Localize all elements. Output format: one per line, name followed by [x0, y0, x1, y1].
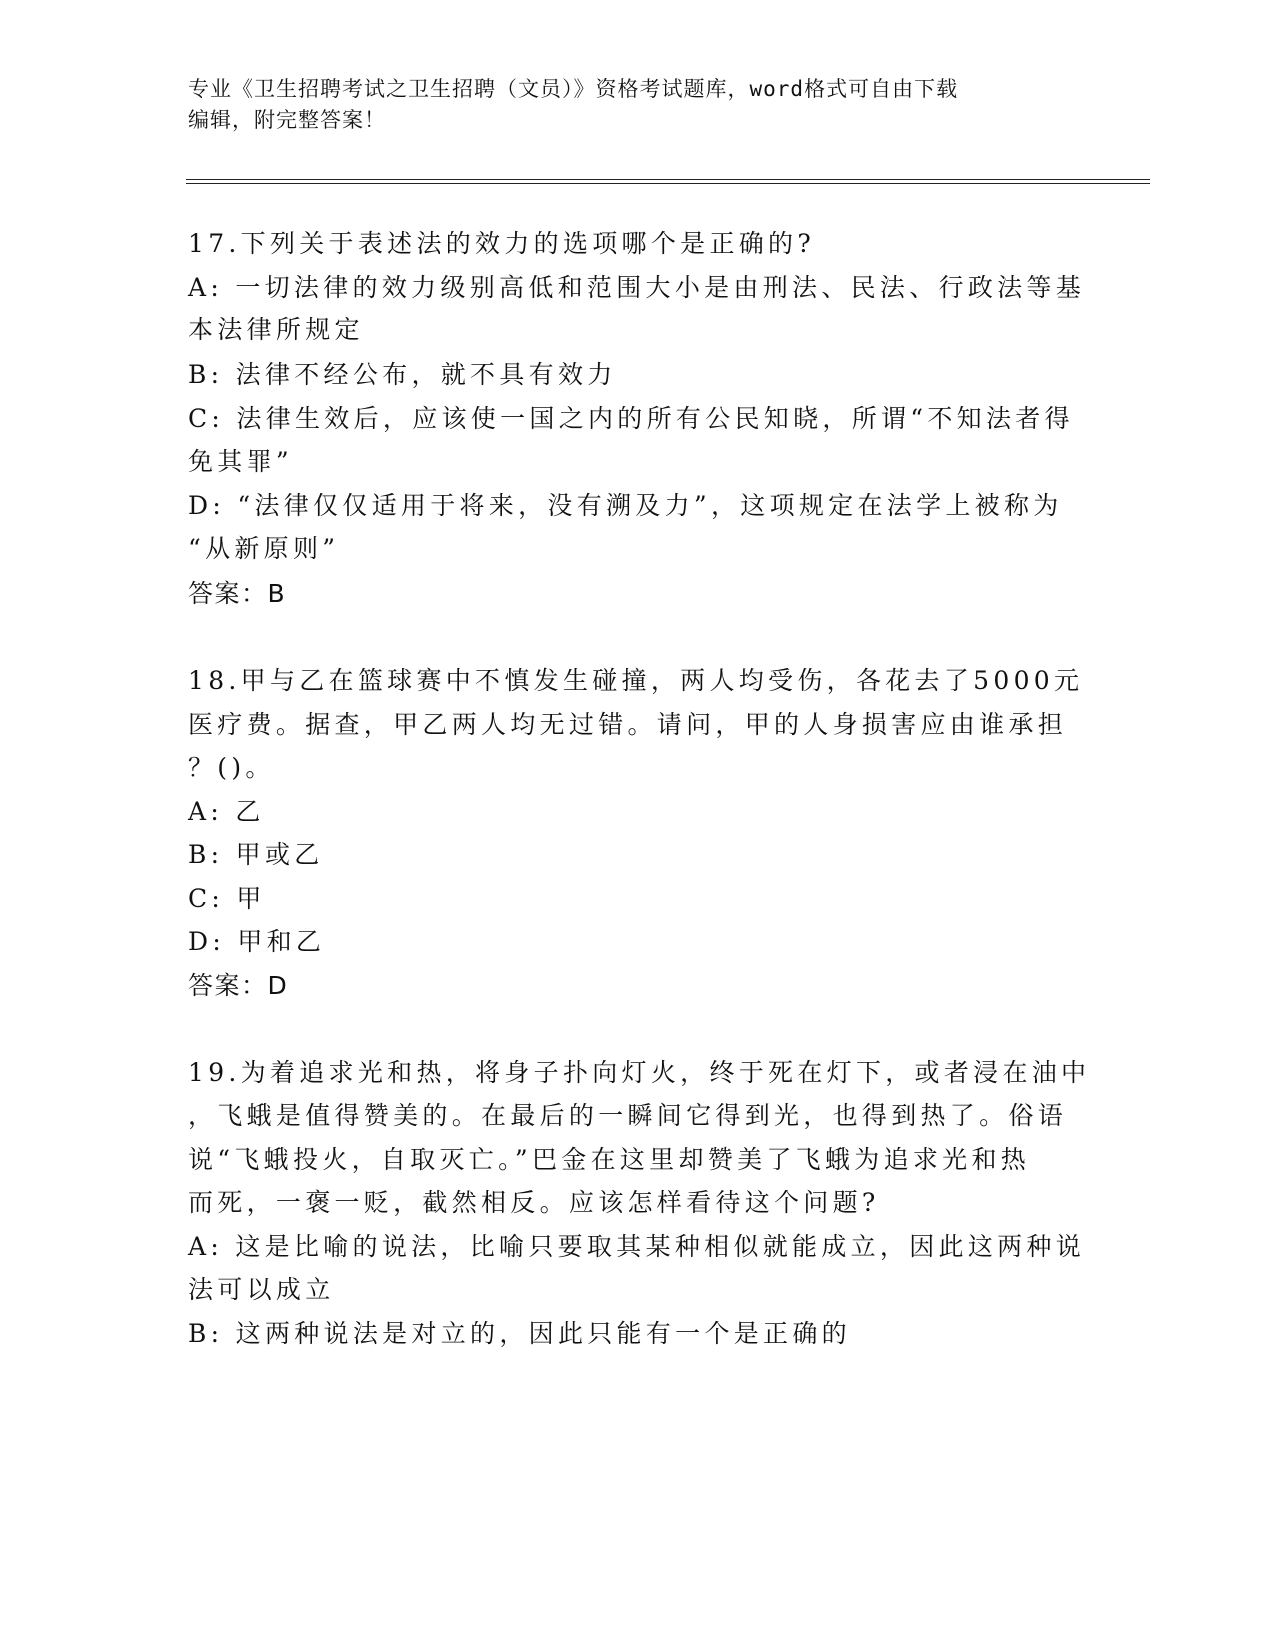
header-description	[188, 74, 1068, 136]
option-a: A: 乙	[188, 797, 265, 826]
option-a: A: 这是比喻的说法，比喻只要取其某种相似就能成立，因此这两种说	[188, 1232, 1086, 1261]
option-b: B: 这两种说法是对立的，因此只能有一个是正确的	[188, 1319, 851, 1348]
answer-label: 答案：B	[188, 579, 287, 608]
question-stem-continued: ？()。	[188, 753, 275, 782]
question-stem-continued: ，飞蛾是值得赞美的。在最后的一瞬间它得到光，也得到热了。俗语	[188, 1101, 1068, 1130]
question-stem: 19.为着追求光和热，将身子扑向灯火，终于死在灯下，或者浸在油中	[188, 1058, 1091, 1087]
question-stem-continued: 说“飞蛾投火，自取灭亡。”巴金在这里却赞美了飞蛾为追求光和热	[188, 1145, 1031, 1174]
question-stem: 18.甲与乙在篮球赛中不慎发生碰撞，两人均受伤，各花去了5000元	[188, 666, 1084, 695]
option-b: B: 甲或乙	[188, 840, 324, 869]
option-d-continued: “从新原则”	[188, 534, 340, 563]
header-line-2: 编辑，附完整答案！	[188, 108, 386, 132]
option-a-continued: 法可以成立	[188, 1275, 335, 1304]
question-stem: 17.下列关于表述法的效力的选项哪个是正确的?	[188, 229, 816, 258]
header-line-1: 专业《卫生招聘考试之卫生招聘（文员）》资格考试题库，word格式可自由下载	[188, 77, 959, 101]
option-c-continued: 免其罪”	[188, 447, 293, 476]
option-d: D: 甲和乙	[188, 927, 326, 956]
option-c: C: 法律生效后，应该使一国之内的所有公民知晓，所谓“不知法者得	[188, 404, 1074, 433]
option-a: A: 一切法律的效力级别高低和范围大小是由刑法、民法、行政法等基	[188, 273, 1086, 302]
question-stem-continued: 医疗费。据查，甲乙两人均无过错。请问，甲的人身损害应由谁承担	[188, 710, 1068, 739]
option-a-continued: 本法律所规定	[188, 315, 364, 344]
header-divider-bottom	[186, 183, 1150, 184]
option-b: B: 法律不经公布，就不具有效力	[188, 360, 617, 389]
option-d: D: “法律仅仅适用于将来，没有溯及力”，这项规定在法学上被称为	[188, 491, 1063, 520]
question-stem-continued: 而死，一褒一贬，截然相反。应该怎样看待这个问题?	[188, 1188, 880, 1217]
header-divider-top	[186, 179, 1150, 180]
answer-label: 答案：D	[188, 971, 289, 1000]
option-c: C: 甲	[188, 884, 266, 913]
